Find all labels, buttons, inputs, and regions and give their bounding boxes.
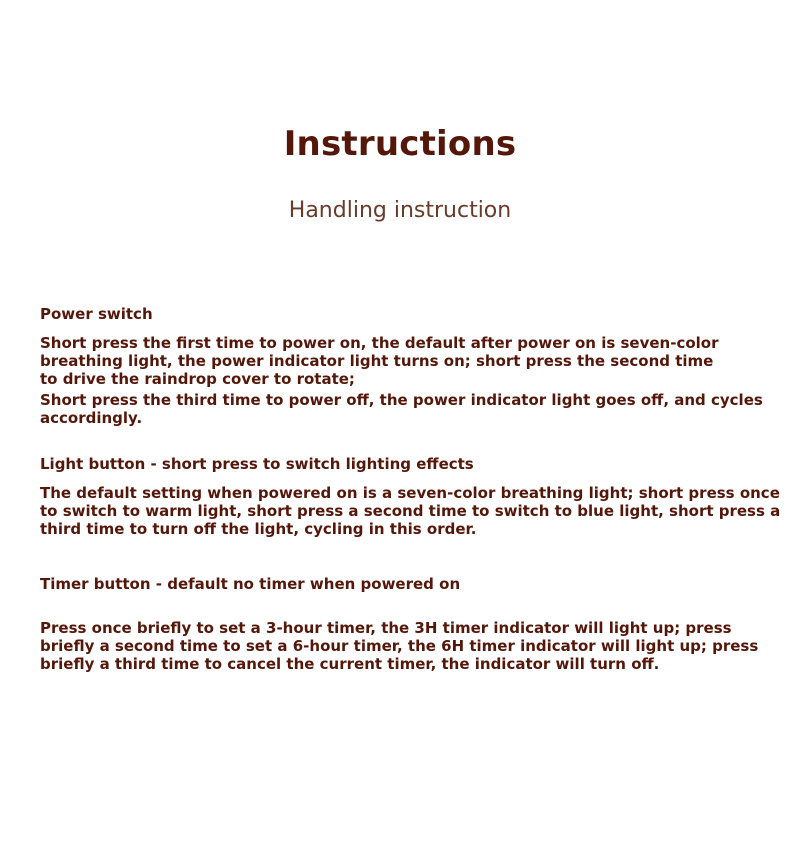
body-line: briefly a third time to cancel the current timer, the indicator will turn off. [40, 655, 660, 673]
section-body-power-switch [40, 334, 750, 388]
body-line: accordingly. [40, 409, 143, 427]
page-subtitle: Handling instruction [288, 198, 512, 223]
page-title: Instructions [283, 124, 517, 164]
section-body-power-switch-cont [40, 391, 763, 427]
body-line: breathing light, the power indicator light turns on; short press the second time [40, 352, 714, 370]
section-heading-timer-button: Timer button - default no timer when powered on [40, 575, 461, 593]
section-heading-light-button: Light button - short press to switch lighting effects [40, 455, 474, 473]
body-line: to switch to warm light, short press a second time to switch to blue light, short press a [40, 502, 781, 520]
body-line: third time to turn off the light, cycling in this order. [40, 520, 477, 538]
body-line: Press once briefly to set a 3-hour timer, the 3H timer indicator will light up; press [40, 619, 732, 637]
body-line: briefly a second time to set a 6-hour timer, the 6H timer indicator will light up; press [40, 637, 759, 655]
body-line: The default setting when powered on is a seven-color breathing light; short press once [40, 484, 780, 502]
body-line: Short press the third time to power off, the power indicator light goes off, and cycles [40, 391, 763, 409]
section-body-timer-button [40, 619, 759, 673]
body-line: Short press the first time to power on, the default after power on is seven-color [40, 334, 719, 352]
section-body-light-button [40, 484, 781, 538]
body-line: to drive the raindrop cover to rotate; [40, 370, 355, 388]
section-heading-power-switch: Power switch [40, 305, 153, 323]
